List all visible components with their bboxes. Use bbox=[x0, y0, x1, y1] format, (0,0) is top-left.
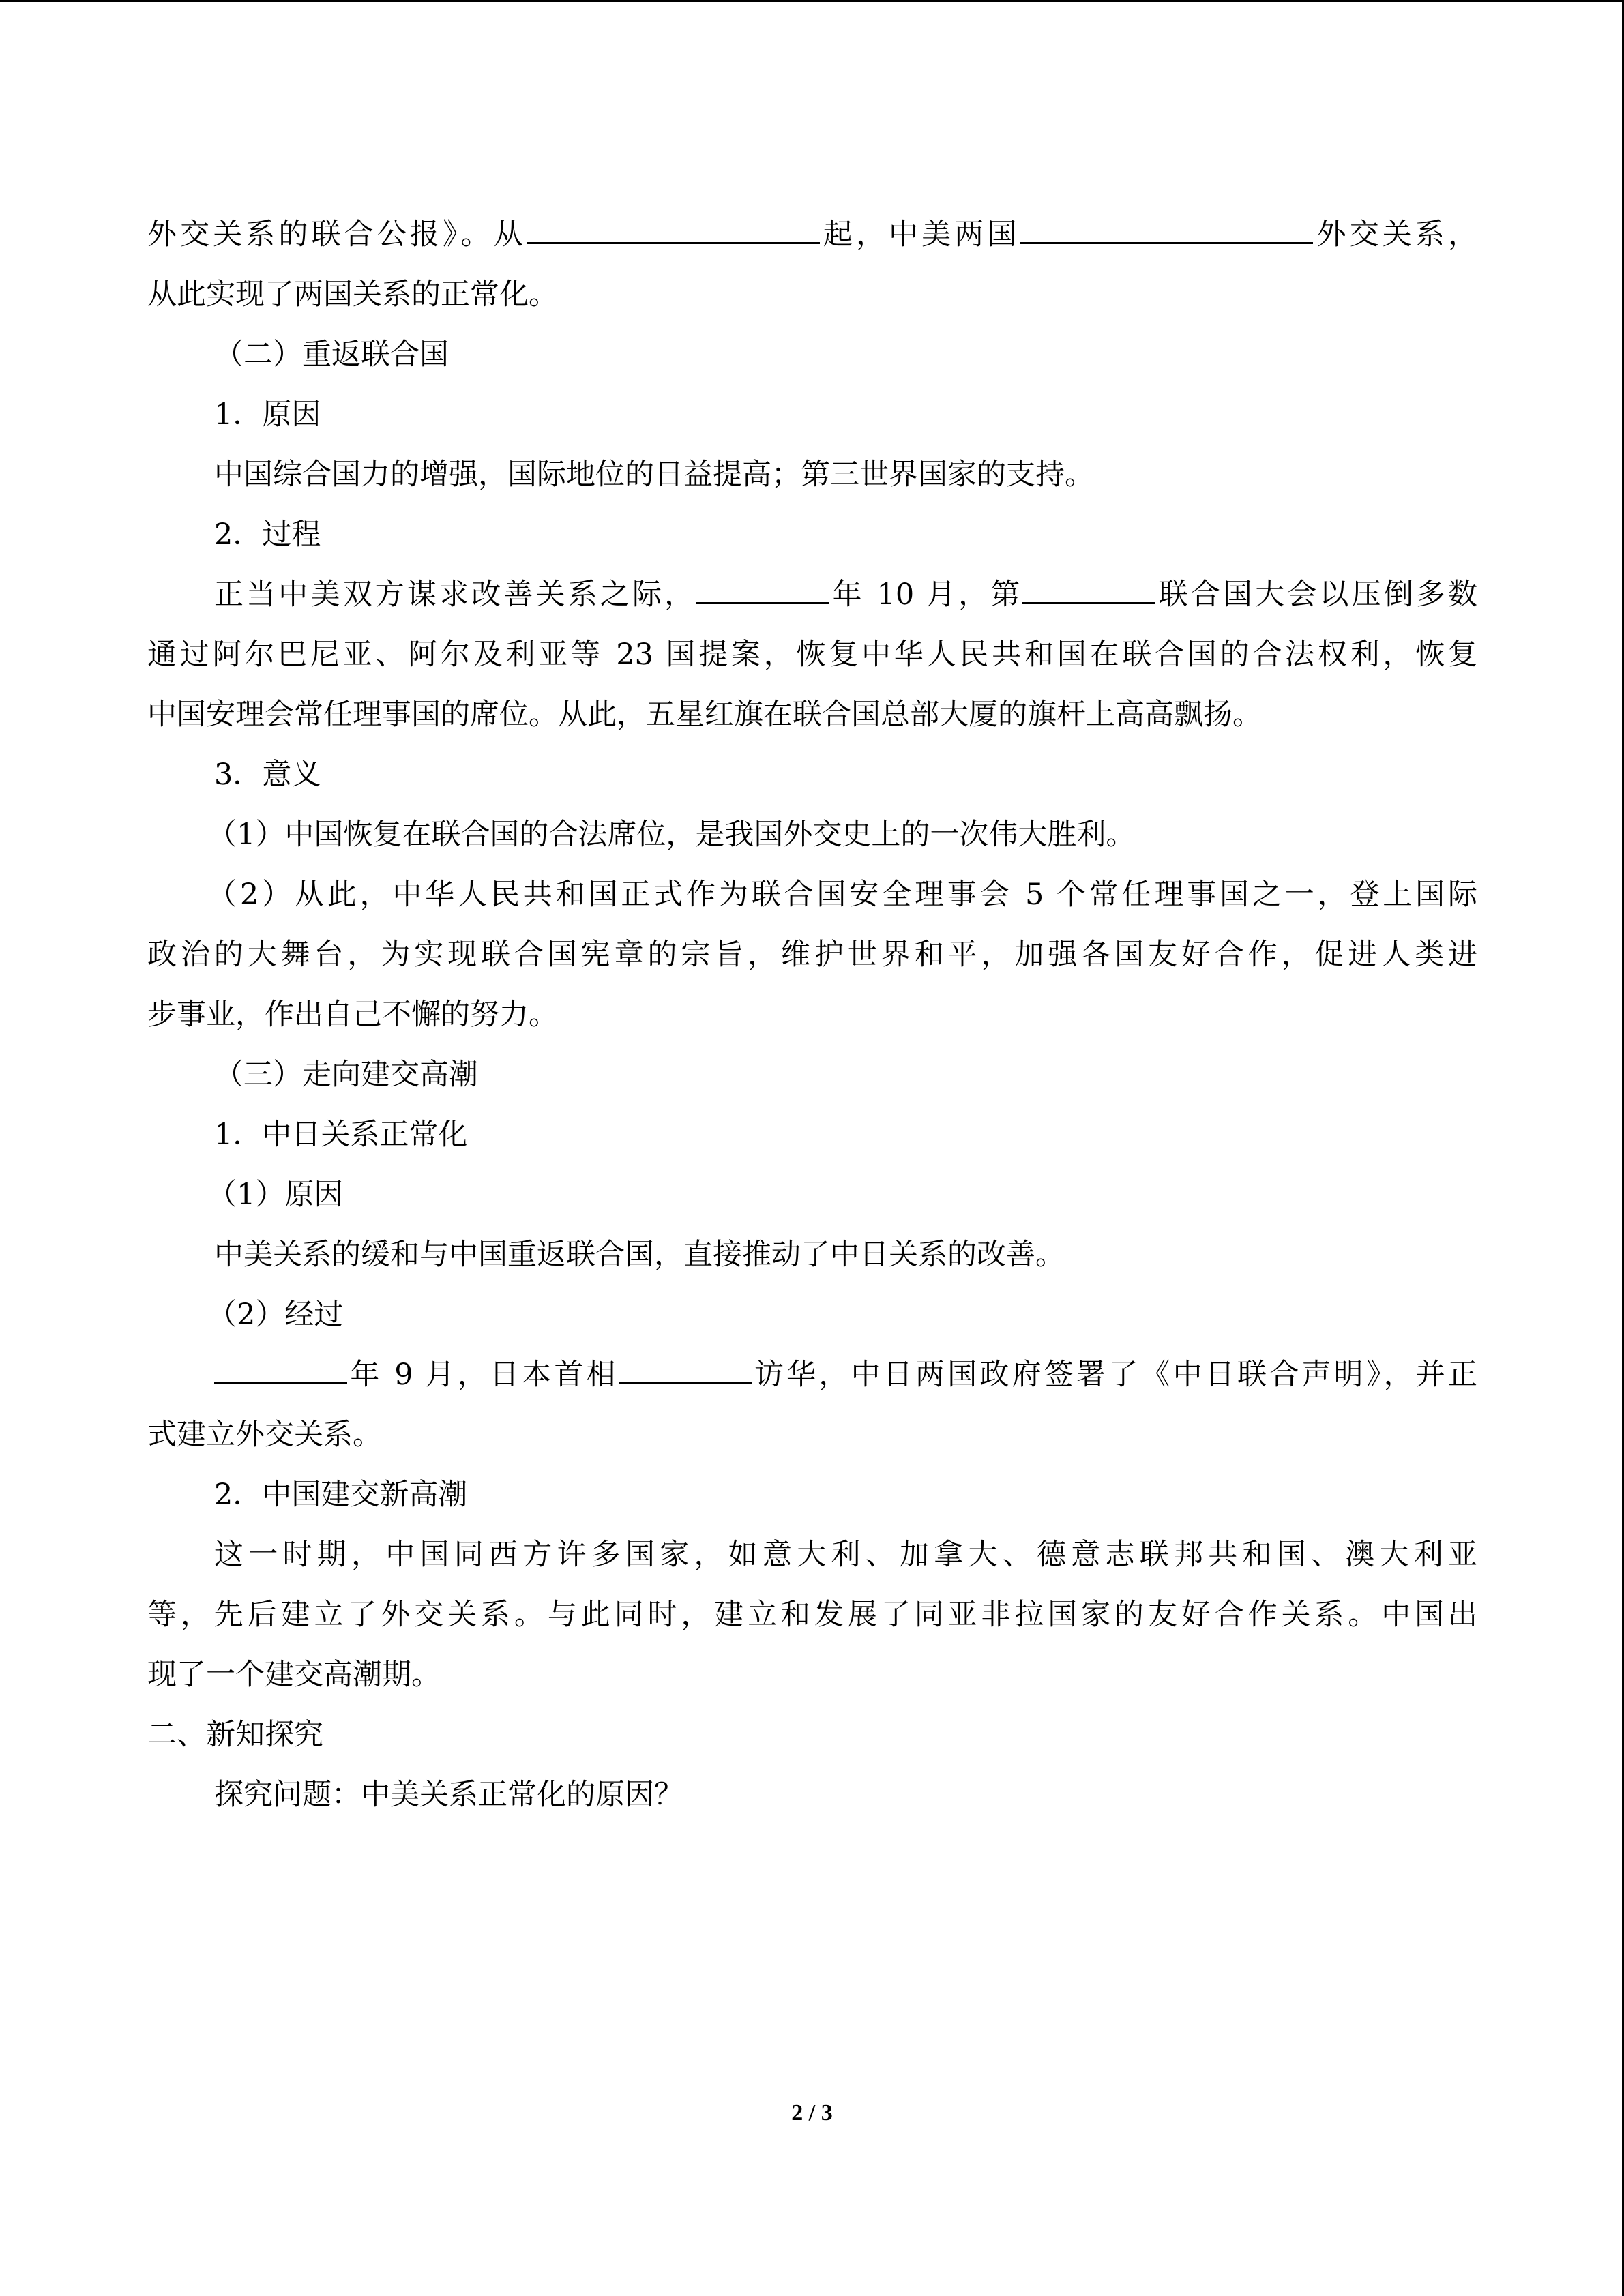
section-heading: 二、新知探究 bbox=[147, 1718, 323, 1752]
subheading: （1）原因 bbox=[207, 1178, 344, 1212]
paragraph-line: 政治的大舞台，为实现联合国宪章的宗旨，维护世界和平，加强各国友好合作，促进人类进 bbox=[147, 938, 1477, 972]
document-body bbox=[147, 205, 1477, 1825]
text-segment: 年 9 月，日本首相 bbox=[347, 1358, 619, 1392]
paragraph-line: （2）从此，中华人民共和国正式作为联合国安全理事会 5 个常任理事国之一，登上国际 bbox=[207, 878, 1477, 912]
section-heading: （二）重返联合国 bbox=[214, 338, 449, 372]
text-segment: 起，中美两国 bbox=[819, 218, 1020, 252]
paragraph-line: 中国安理会常任理事国的席位。从此，五星红旗在联合国总部大厦的旗杆上高高飘扬。 bbox=[147, 698, 1262, 732]
question-line: 探究问题：中美关系正常化的原因？ bbox=[214, 1778, 683, 1812]
paragraph-line: 等，先后建立了外交关系。与此同时，建立和发展了同亚非拉国家的友好合作关系。中国出 bbox=[147, 1598, 1477, 1632]
subheading: 2．中国建交新高潮 bbox=[214, 1478, 468, 1512]
text-segment: 正当中美双方谋求改善关系之际， bbox=[214, 578, 697, 612]
text-segment: 外交关系， bbox=[1313, 218, 1478, 252]
fill-blank[interactable] bbox=[696, 569, 829, 604]
paragraph-line bbox=[147, 565, 1477, 625]
paragraph-line: 从此实现了两国关系的正常化。 bbox=[147, 278, 558, 312]
paragraph-line bbox=[147, 205, 1477, 265]
subheading: 3．意义 bbox=[214, 758, 321, 792]
text-segment: 年 10 月，第 bbox=[829, 578, 1023, 612]
subheading: 1．中日关系正常化 bbox=[214, 1118, 468, 1152]
paragraph-line: 式建立外交关系。 bbox=[147, 1418, 382, 1452]
paragraph-line bbox=[147, 1345, 1477, 1405]
section-heading: （三）走向建交高潮 bbox=[214, 1058, 478, 1092]
paragraph-line: （1）中国恢复在联合国的合法席位，是我国外交史上的一次伟大胜利。 bbox=[207, 818, 1136, 852]
paragraph-line: 步事业，作出自己不懈的努力。 bbox=[147, 998, 558, 1032]
text-segment: 外交关系的联合公报》。从 bbox=[147, 218, 527, 252]
fill-blank[interactable] bbox=[214, 1350, 347, 1384]
page-number: 2 / 3 bbox=[791, 2100, 833, 2126]
fill-blank[interactable] bbox=[1022, 569, 1155, 604]
text-segment: 访华，中日两国政府签署了《中日联合声明》，并正 bbox=[751, 1358, 1478, 1392]
paragraph-line: 这一时期，中国同西方许多国家，如意大利、加拿大、德意志联邦共和国、澳大利亚 bbox=[214, 1538, 1477, 1572]
paragraph-line: 中美关系的缓和与中国重返联合国，直接推动了中日关系的改善。 bbox=[214, 1238, 1065, 1272]
fill-blank[interactable] bbox=[527, 209, 820, 244]
fill-blank[interactable] bbox=[1020, 209, 1313, 244]
text-segment: 联合国大会以压倒多数 bbox=[1155, 578, 1478, 612]
paragraph-line: 现了一个建交高潮期。 bbox=[147, 1658, 441, 1692]
paragraph-line: 通过阿尔巴尼亚、阿尔及利亚等 23 国提案，恢复中华人民共和国在联合国的合法权利，恢复 bbox=[147, 638, 1477, 672]
subheading: 1．原因 bbox=[214, 398, 321, 432]
subheading: （2）经过 bbox=[207, 1298, 344, 1332]
subheading: 2．过程 bbox=[214, 518, 321, 552]
paragraph-line: 中国综合国力的增强，国际地位的日益提高；第三世界国家的支持。 bbox=[214, 458, 1094, 492]
fill-blank[interactable] bbox=[619, 1350, 752, 1384]
